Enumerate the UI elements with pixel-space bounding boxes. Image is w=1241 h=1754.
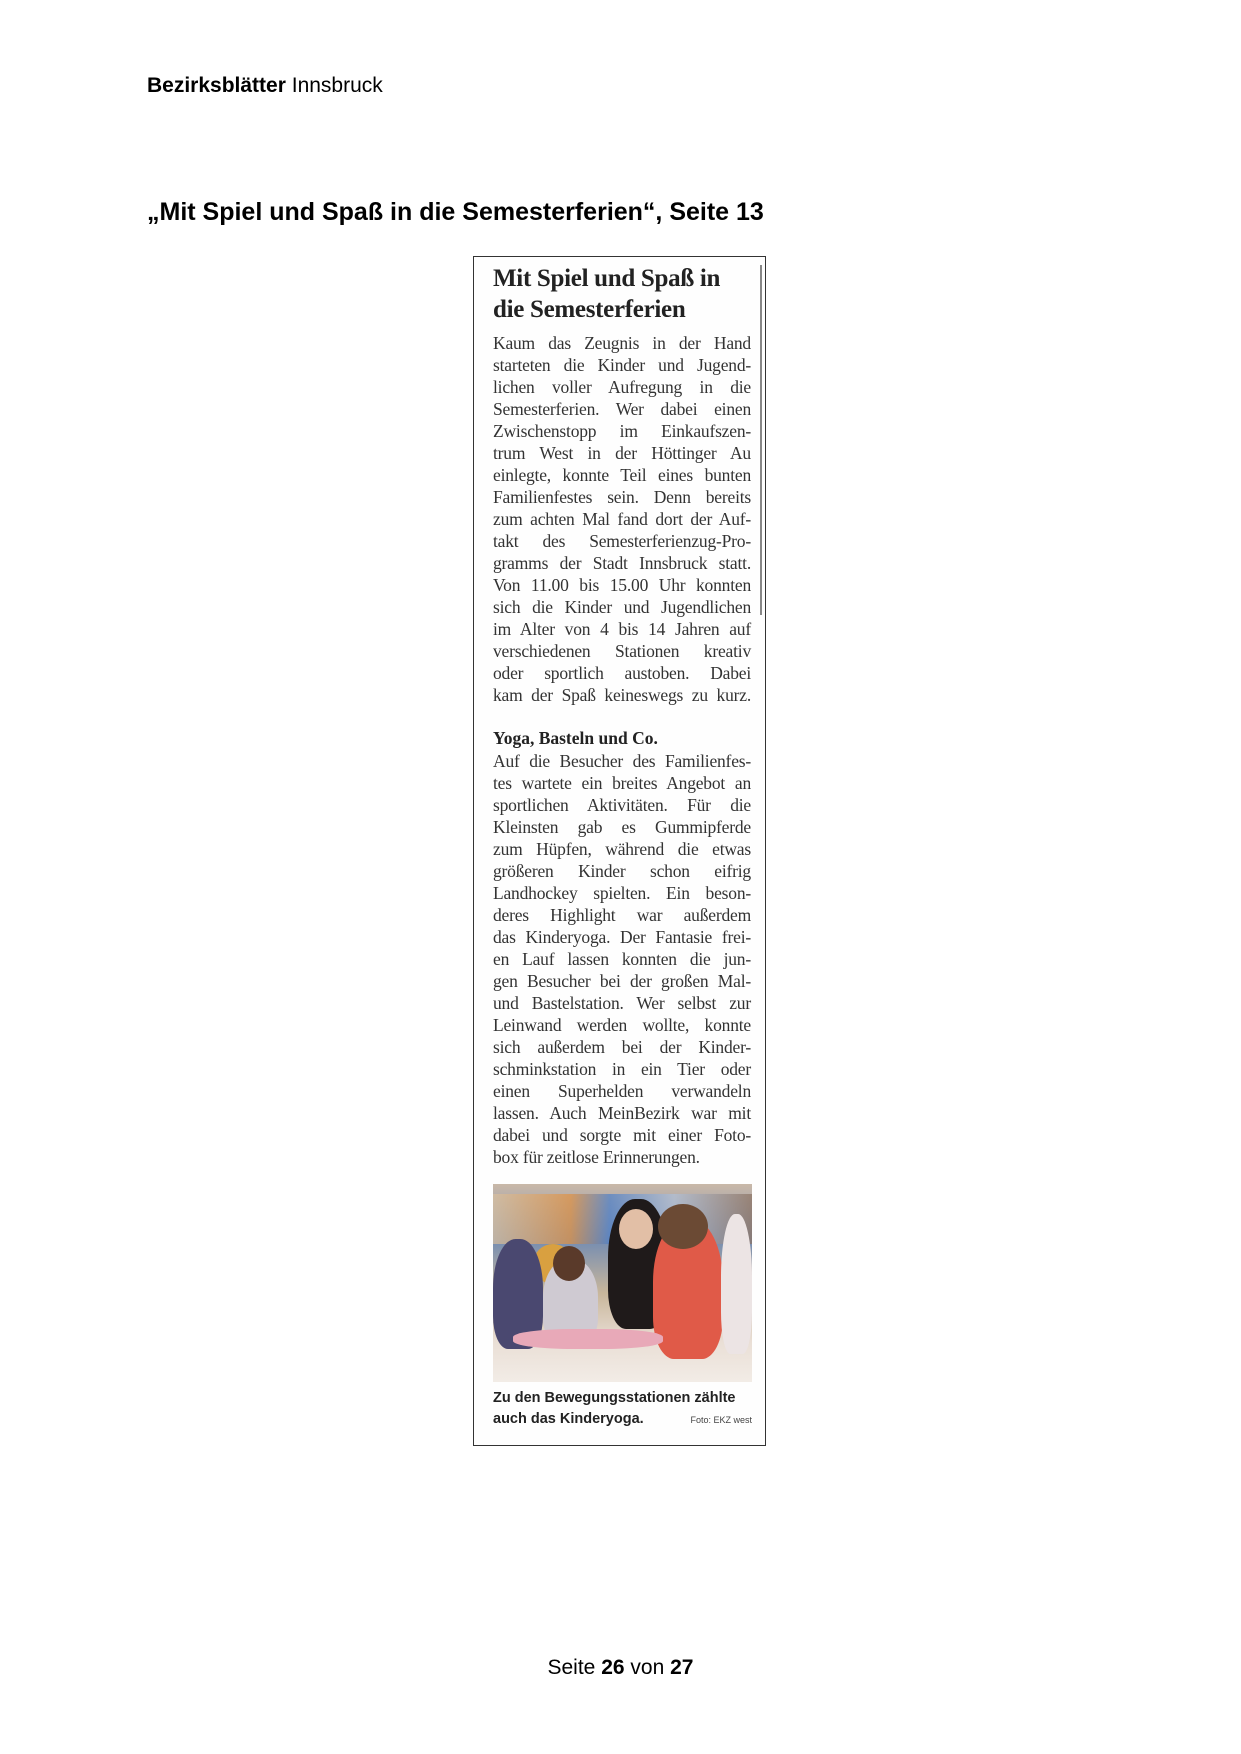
text-line: starteten die Kinder und Jugend- bbox=[493, 355, 751, 375]
text-line: Landhockey spielten. Ein beson- bbox=[493, 883, 751, 903]
text-line: gen Besucher bei der großen Mal- bbox=[493, 971, 751, 991]
paragraph-1 bbox=[493, 332, 751, 706]
brand-region: Innsbruck bbox=[291, 74, 383, 97]
text-line: sich die Kinder und Jugendlichen bbox=[493, 597, 751, 617]
column-rule bbox=[760, 265, 762, 615]
caption-row bbox=[493, 1409, 752, 1430]
photo-caption bbox=[493, 1388, 752, 1430]
caption-line: Zu den Bewegungsstationen zählte bbox=[493, 1390, 736, 1406]
text-line: lassen. Auch MeinBezirk war mit bbox=[493, 1103, 751, 1123]
page-number bbox=[0, 1656, 1241, 1680]
page-separator: von bbox=[630, 1656, 665, 1679]
text-line: und Bastelstation. Wer selbst zur bbox=[493, 993, 751, 1013]
title-line: Mit Spiel und Spaß in bbox=[493, 265, 721, 292]
text-line: tes wartete ein breites Angebot an bbox=[493, 773, 751, 793]
text-line: schminkstation in ein Tier oder bbox=[493, 1059, 751, 1079]
text-line: dabei und sorgte mit einer Foto- bbox=[493, 1125, 751, 1145]
total-pages: 27 bbox=[670, 1656, 694, 1679]
text-line: einlegte, konnte Teil eines bunten bbox=[493, 465, 751, 485]
text-line: kam der Spaß keineswegs zu kurz. bbox=[493, 685, 751, 705]
text-line: verschiedenen Stationen kreativ bbox=[493, 641, 751, 661]
text-line: sportlichen Aktivitäten. Für die bbox=[493, 795, 751, 815]
text-line: sich außerdem bei der Kinder- bbox=[493, 1037, 751, 1057]
text-line: Familienfestes sein. Denn bereits bbox=[493, 487, 751, 507]
text-line: zum achten Mal fand dort der Auf- bbox=[493, 509, 751, 529]
current-page: 26 bbox=[601, 1656, 625, 1679]
title-line: die Semesterferien bbox=[493, 296, 686, 323]
text-line: Zwischenstopp im Einkaufszen- bbox=[493, 421, 751, 441]
text-line: takt des Semesterferienzug-Pro- bbox=[493, 531, 751, 551]
text-line: Von 11.00 bis 15.00 Uhr konnten bbox=[493, 575, 751, 595]
newspaper-clipping bbox=[473, 256, 766, 1446]
paragraph-2 bbox=[493, 750, 751, 1168]
text-line: trum West in der Höttinger Au bbox=[493, 443, 751, 463]
article-photo bbox=[493, 1184, 752, 1382]
text-line: deres Highlight war außerdem bbox=[493, 905, 751, 925]
text-line: Leinwand werden wollte, konnte bbox=[493, 1015, 751, 1035]
text-line: einen Superhelden verwandeln bbox=[493, 1081, 751, 1101]
photo-credit: Foto: EKZ west bbox=[690, 1415, 752, 1425]
article-subheading: Yoga, Basteln und Co. bbox=[493, 728, 658, 748]
publication-header bbox=[147, 74, 383, 98]
text-line: größeren Kinder schon eifrig bbox=[493, 861, 751, 881]
text-line: Auf die Besucher des Familienfes- bbox=[493, 751, 751, 771]
text-line: zum Hüpfen, während die etwas bbox=[493, 839, 751, 859]
page-label: Seite bbox=[547, 1656, 596, 1679]
text-line: box für zeitlose Erinnerungen. bbox=[493, 1147, 700, 1167]
text-line: das Kinderyoga. Der Fantasie frei- bbox=[493, 927, 751, 947]
text-line: gramms der Stadt Innsbruck statt. bbox=[493, 553, 751, 573]
article-title bbox=[493, 263, 720, 325]
caption-line: auch das Kinderyoga. bbox=[493, 1411, 644, 1427]
text-line: Kaum das Zeugnis in der Hand bbox=[493, 333, 751, 353]
brand-name: Bezirksblätter bbox=[147, 74, 286, 97]
text-line: en Lauf lassen konnten die jun- bbox=[493, 949, 751, 969]
text-line: oder sportlich austoben. Dabei bbox=[493, 663, 751, 683]
text-line: lichen voller Aufregung in die bbox=[493, 377, 751, 397]
text-line: Kleinsten gab es Gummipferde bbox=[493, 817, 751, 837]
text-line: im Alter von 4 bis 14 Jahren auf bbox=[493, 619, 751, 639]
document-title: „Mit Spiel und Spaß in die Semesterferien“, Seite 13 bbox=[147, 198, 764, 226]
text-line: Semesterferien. Wer dabei einen bbox=[493, 399, 751, 419]
